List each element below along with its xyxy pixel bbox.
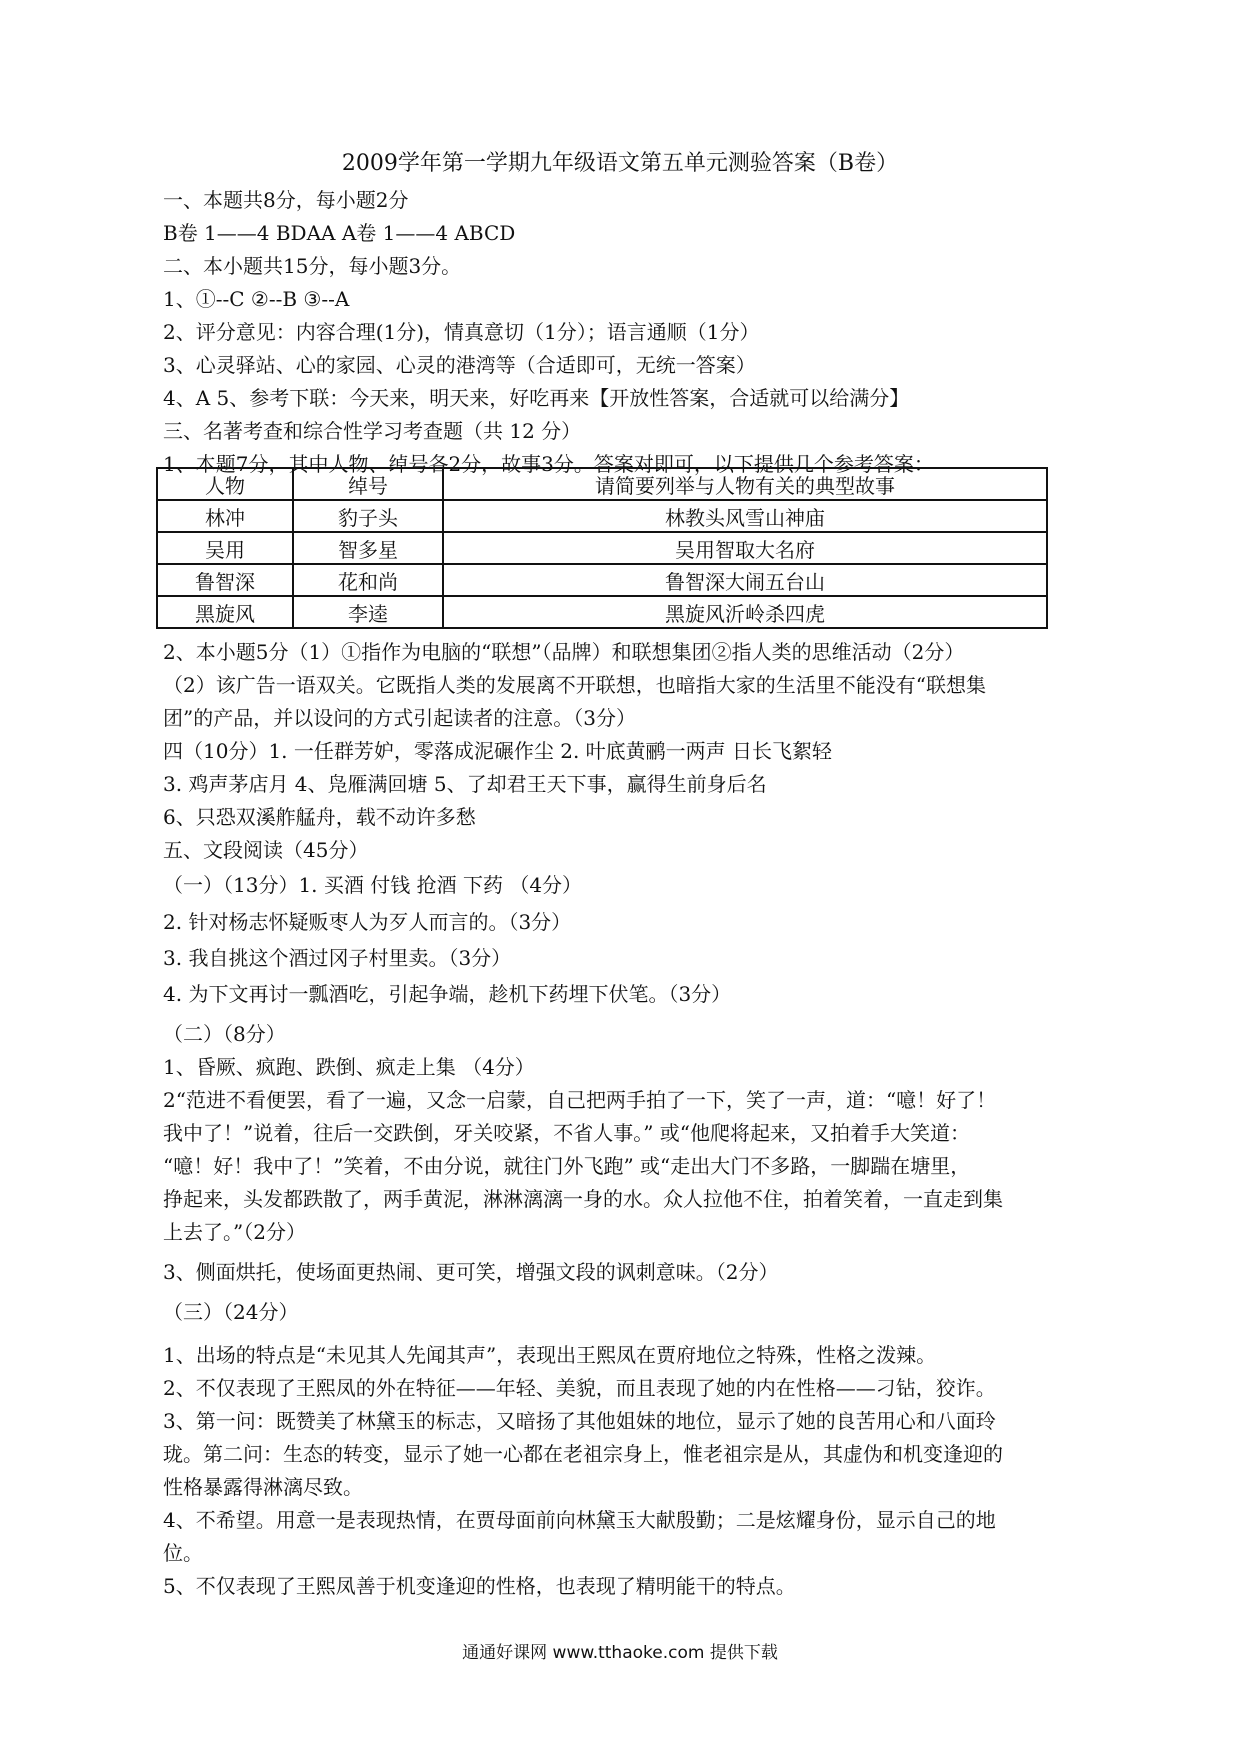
table-cell: 黑旋风沂岭杀四虎 — [443, 596, 1047, 628]
text-line: 2、评分意见：内容合理(1分)，情真意切（1分）；语言通顺（1分） — [163, 320, 760, 344]
text-line: 2“范进不看便罢，看了一遍，又念一启蒙，自己把两手拍了一下，笑了一声，道：“噫！好了！ — [163, 1088, 997, 1112]
text-line: 四（10分）1. 一任群芳妒，零落成泥碾作尘 2. 叶底黄鹂一两声 日长飞絮轻 — [163, 739, 833, 763]
page-title: 2009学年第一学期九年级语文第五单元测验答案（B卷） — [341, 151, 899, 176]
text-line: 4、不希望。用意一是表现热情，在贾母面前向林黛玉大献殷勤；二是炫耀身份，显示自己的地 — [163, 1508, 996, 1532]
text-line: 团”的产品，并以设问的方式引起读者的注意。（3分） — [163, 706, 636, 730]
table-cell: 黑旋风 — [157, 596, 293, 628]
text-line: （一）（13分）1. 买酒 付钱 抢酒 下药 （4分） — [163, 873, 583, 897]
text-line: 一、本题共8分，每小题2分 — [163, 188, 409, 212]
table-row — [157, 596, 1047, 628]
table-cell: 智多星 — [293, 532, 443, 564]
table-cell: 林冲 — [157, 500, 293, 532]
table-cell: 林教头风雪山神庙 — [443, 500, 1047, 532]
table-cell: 李逵 — [293, 596, 443, 628]
text-line: 1、本题7分，其中人物、绰号各2分，故事3分。答案对即可，以下提供几个参考答案： — [163, 452, 934, 476]
text-line: （2）该广告一语双关。它既指人类的发展离不开联想，也暗指大家的生活里不能没有“联想集 — [163, 673, 986, 697]
text-line: 挣起来，头发都跌散了，两手黄泥，淋淋漓漓一身的水。众人拉他不住，拍着笑着，一直走到集 — [163, 1187, 1003, 1211]
table-header: 请简要列举与人物有关的典型故事 — [443, 468, 1047, 500]
table-cell: 吴用智取大名府 — [443, 532, 1047, 564]
table-cell: 鲁智深 — [157, 564, 293, 596]
text-line: 2、本小题5分（1）①指作为电脑的“联想”（品牌）和联想集团②指人类的思维活动（2分） — [163, 640, 965, 664]
text-line: 3、心灵驿站、心的家园、心灵的港湾等（合适即可，无统一答案） — [163, 353, 756, 377]
table-header: 绰号 — [293, 468, 443, 500]
text-line: （三）（24分） — [163, 1300, 299, 1324]
table-header: 人物 — [157, 468, 293, 500]
footer-credit: 通通好课网 www.tthaoke.com 提供下载 — [462, 1643, 778, 1663]
text-line: 1、①--C ②--B ③--A — [163, 287, 350, 311]
text-line: 3. 鸡声茅店月 4、凫雁满回塘 5、了却君王天下事，赢得生前身后名 — [163, 772, 767, 796]
text-line: 上去了。”（2分） — [163, 1220, 306, 1244]
text-line: 6、只恐双溪舴艋舟，载不动许多愁 — [163, 805, 476, 829]
text-line: 二、本小题共15分，每小题3分。 — [163, 254, 462, 278]
table-row — [157, 564, 1047, 596]
text-line: 3、侧面烘托，使场面更热闹、更可笑，增强文段的讽刺意味。（2分） — [163, 1260, 779, 1284]
text-line: 三、名著考查和综合性学习考查题（共 12 分） — [163, 419, 582, 443]
text-line: 2、不仅表现了王熙凤的外在特征——年轻、美貌，而且表现了她的内在性格——刁钻，狡诈。 — [163, 1376, 996, 1400]
text-line: 性格暴露得淋漓尽致。 — [163, 1475, 363, 1499]
table-header-row — [157, 468, 1047, 500]
table-row — [157, 500, 1047, 532]
text-line: （二）（8分） — [163, 1022, 286, 1046]
text-line: B卷 1——4 BDAA A卷 1——4 ABCD — [163, 221, 516, 245]
text-line: 3、第一问：既赞美了林黛玉的标志，又暗扬了其他姐妹的地位，显示了她的良苦用心和八面玲 — [163, 1409, 996, 1433]
text-line: 5、不仅表现了王熙凤善于机变逢迎的性格，也表现了精明能干的特点。 — [163, 1574, 796, 1598]
text-line: 3. 我自挑这个酒过冈子村里卖。（3分） — [163, 946, 512, 970]
text-line: 五、文段阅读（45分） — [163, 838, 369, 862]
text-line: 位。 — [163, 1541, 203, 1565]
text-line: 2. 针对杨志怀疑贩枣人为歹人而言的。（3分） — [163, 910, 572, 934]
table-cell: 豹子头 — [293, 500, 443, 532]
text-line: 4、A 5、参考下联：今天来，明天来，好吃再来【开放性答案，合适就可以给满分】 — [163, 386, 910, 410]
text-line: 我中了！”说着，往后一交跌倒，牙关咬紧，不省人事。” 或“他爬将起来，又拍着手大笑道： — [163, 1121, 971, 1145]
table-cell: 花和尚 — [293, 564, 443, 596]
characters-table — [156, 467, 1048, 629]
table-cell: 吴用 — [157, 532, 293, 564]
text-line: 珑。第二问：生态的转变，显示了她一心都在老祖宗身上，惟老祖宗是从，其虚伪和机变逢迎的 — [163, 1442, 1003, 1466]
text-line: 4. 为下文再讨一瓢酒吃，引起争端，趁机下药埋下伏笔。（3分） — [163, 982, 732, 1006]
text-line: 1、出场的特点是“未见其人先闻其声”，表现出王熙凤在贾府地位之特殊，性格之泼辣。 — [163, 1343, 937, 1367]
text-line: “噫！好！我中了！”笑着，不由分说，就往门外飞跑” 或“走出大门不多路，一脚踹在塘里， — [163, 1154, 971, 1178]
table-row — [157, 532, 1047, 564]
text-line: 1、昏厥、疯跑、跌倒、疯走上集 （4分） — [163, 1055, 535, 1079]
table-cell: 鲁智深大闹五台山 — [443, 564, 1047, 596]
